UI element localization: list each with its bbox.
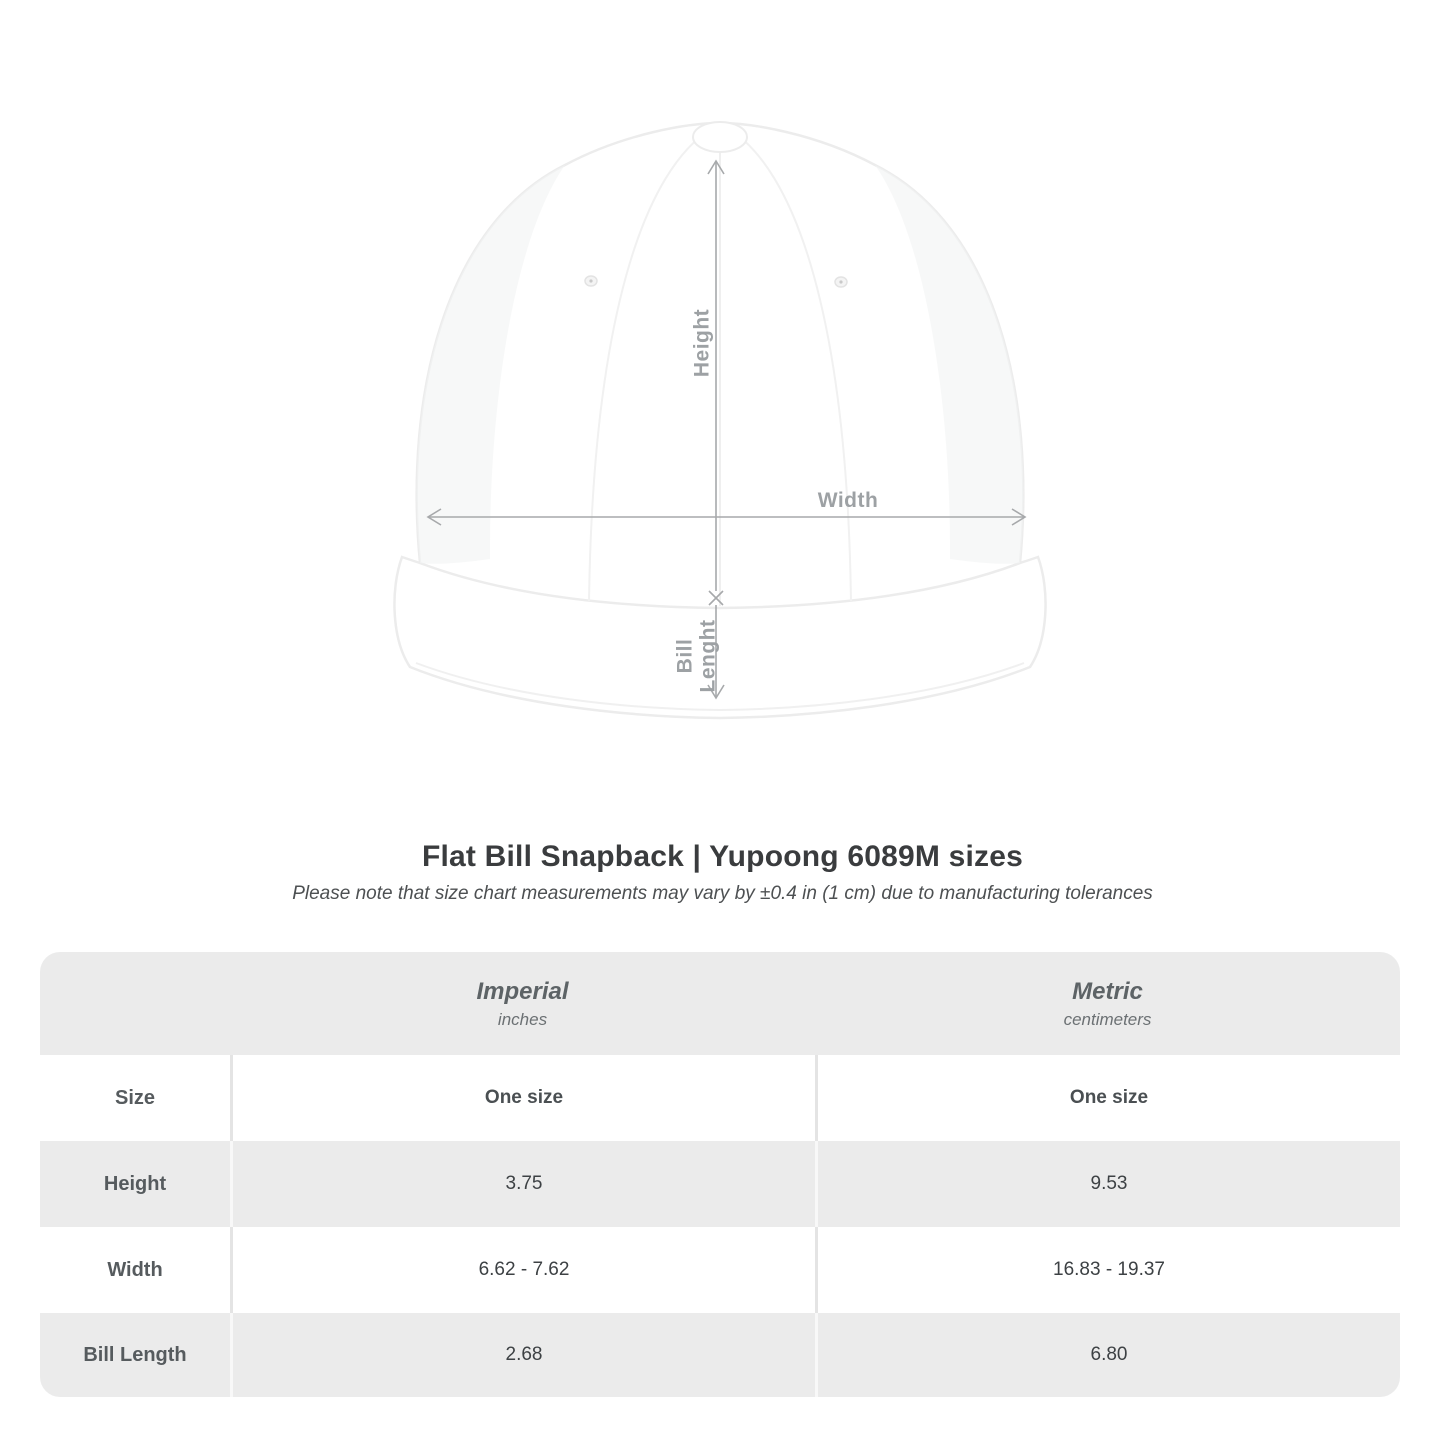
column-header-metric [815,978,1400,1030]
table-row-bill-length [40,1313,1400,1397]
size-table [40,952,1400,1397]
hat-button [693,122,747,152]
heading-block [0,840,1445,905]
cell-bill-length-metric: 6.80 [1090,1344,1128,1365]
cell-size-metric: One size [1069,1087,1149,1108]
table-header [40,952,1400,1055]
row-label-height: Height [103,1172,167,1195]
imperial-title: Imperial [476,977,569,1005]
row-label-width: Width [107,1258,163,1281]
cell-width-imperial: 6.62 - 7.62 [478,1259,570,1280]
eyelet-left [585,276,597,286]
bill-length-label-line2: Lenght [696,619,720,693]
cell-size-imperial: One size [484,1087,564,1108]
cell-height-metric: 9.53 [1090,1173,1128,1194]
height-label: Height [690,308,714,378]
hat-figure [390,95,1050,735]
eyelet-right [835,277,847,287]
width-label: Width [817,489,879,512]
cell-width-metric: 16.83 - 19.37 [1053,1259,1165,1280]
table-row-width [40,1227,1400,1313]
bill-length-label-line1: Bill [673,638,697,674]
column-header-imperial [230,978,815,1030]
cell-height-imperial: 3.75 [505,1173,543,1194]
page-title: Flat Bill Snapback | Yupoong 6089M sizes [421,840,1023,873]
metric-title: Metric [1072,977,1143,1005]
imperial-subtitle: inches [497,1009,548,1029]
metric-subtitle: centimeters [1063,1009,1152,1029]
table-row-size [40,1055,1400,1141]
row-label-size: Size [114,1086,156,1109]
table-row-height [40,1141,1400,1227]
hat-diagram-svg [390,95,1050,735]
page-subtitle: Please note that size chart measurements may vary by ±0.4 in (1 cm) due to manufacturing tolerances [292,883,1153,904]
row-label-bill-length: Bill Length [83,1343,187,1366]
cell-bill-length-imperial: 2.68 [505,1344,543,1365]
